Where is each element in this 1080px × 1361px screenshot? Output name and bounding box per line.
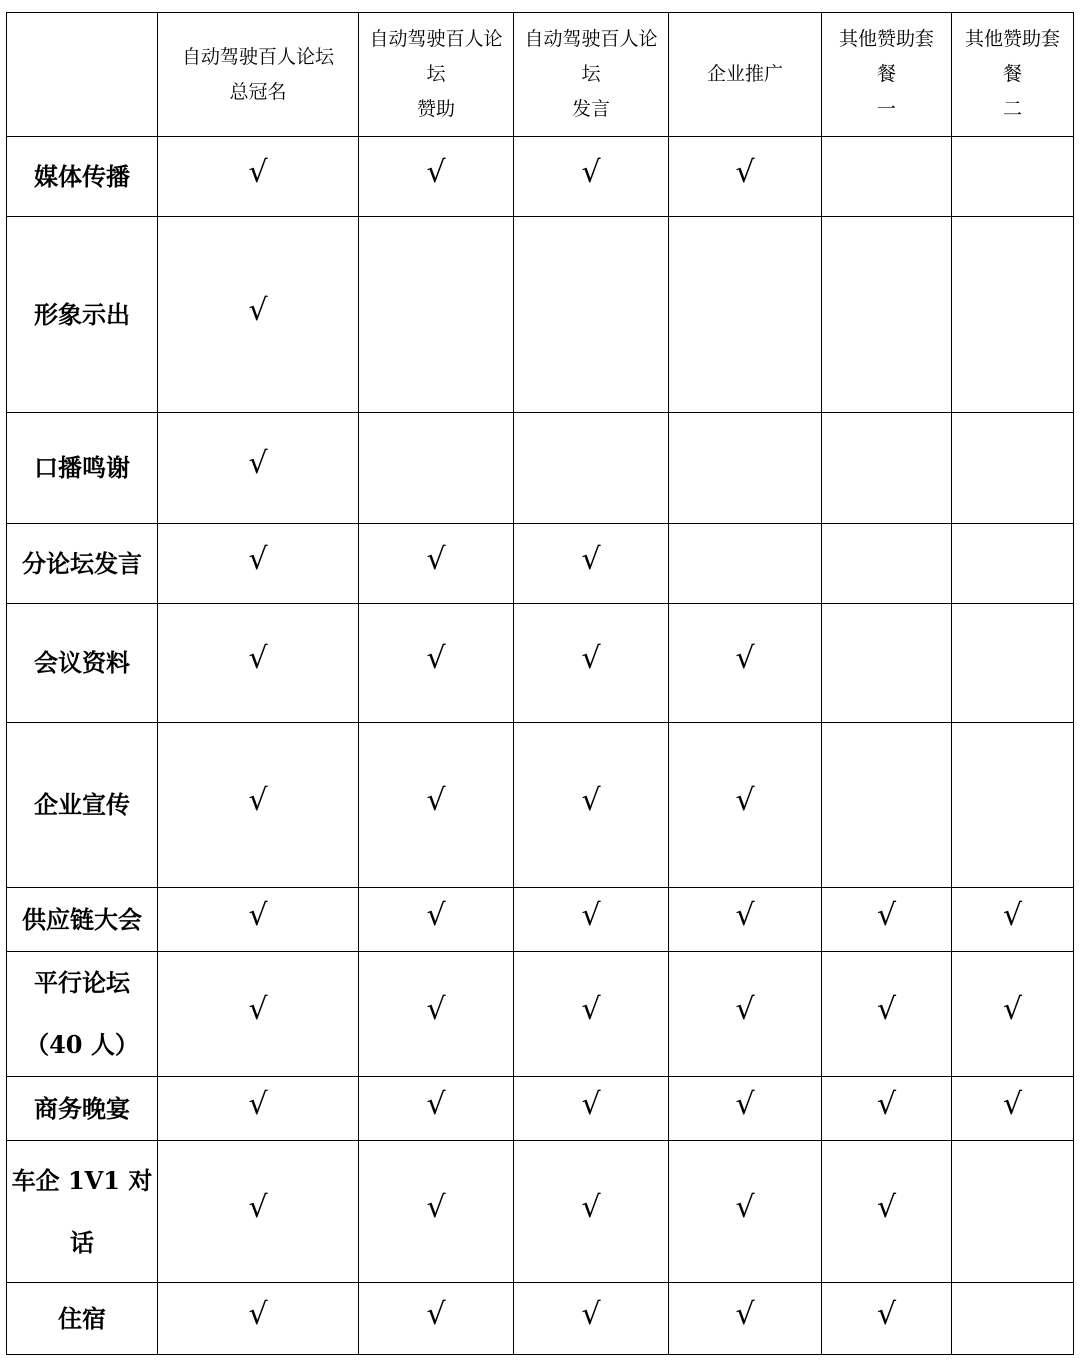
check-mark-icon: √ bbox=[735, 154, 755, 190]
column-header-forum-sponsor bbox=[359, 13, 514, 137]
row-label-line: 企业宣传 bbox=[34, 790, 130, 819]
check-mark-icon: √ bbox=[581, 992, 601, 1027]
check-mark-icon: √ bbox=[426, 541, 446, 577]
check-mark-icon: √ bbox=[248, 292, 268, 328]
table-cell bbox=[359, 1141, 514, 1283]
check-mark-icon: √ bbox=[1002, 992, 1023, 1027]
check-mark-icon: √ bbox=[735, 897, 755, 933]
table-cell bbox=[514, 888, 669, 952]
check-mark-icon: √ bbox=[248, 541, 268, 577]
table-cell bbox=[158, 1283, 359, 1355]
table-row bbox=[7, 524, 1074, 604]
table-row bbox=[7, 723, 1074, 888]
column-header-line: 企业推广 bbox=[706, 63, 783, 85]
check-mark-icon: √ bbox=[426, 897, 446, 933]
check-mark-icon: √ bbox=[248, 1296, 268, 1332]
check-mark-icon: √ bbox=[876, 992, 897, 1027]
table-cell bbox=[514, 604, 669, 723]
check-mark-icon: √ bbox=[735, 1086, 755, 1122]
check-mark-icon: √ bbox=[248, 446, 268, 481]
column-header-title-sponsor bbox=[158, 13, 359, 137]
table-cell bbox=[669, 1077, 822, 1141]
check-mark-icon: √ bbox=[735, 1189, 755, 1225]
check-mark-icon: √ bbox=[248, 1189, 268, 1225]
check-mark-icon: √ bbox=[581, 897, 601, 933]
table-cell bbox=[669, 413, 822, 524]
row-label bbox=[7, 217, 158, 413]
column-header-line: 自动驾驶百人论坛 bbox=[181, 45, 334, 68]
column-header-other-package-2 bbox=[952, 13, 1074, 137]
check-mark-icon: √ bbox=[876, 1296, 897, 1332]
table-cell bbox=[822, 604, 952, 723]
document-page bbox=[6, 12, 1074, 1355]
check-mark-icon: √ bbox=[426, 1296, 446, 1332]
table-row bbox=[7, 217, 1074, 413]
row-label-line: （40 人） bbox=[25, 1030, 139, 1059]
column-header-line: 赞助 bbox=[416, 98, 455, 120]
check-mark-icon: √ bbox=[248, 897, 268, 933]
column-header-line: 坛 bbox=[581, 63, 601, 85]
row-label-line: 供应链大会 bbox=[22, 904, 142, 934]
check-mark-icon: √ bbox=[1002, 1086, 1023, 1122]
table-cell bbox=[514, 1077, 669, 1141]
row-label-line: 口播鸣谢 bbox=[34, 453, 130, 482]
table-cell bbox=[514, 413, 669, 524]
table-cell bbox=[952, 217, 1074, 413]
check-mark-icon: √ bbox=[426, 641, 446, 676]
column-header-forum-speech bbox=[514, 13, 669, 137]
table-cell bbox=[359, 137, 514, 217]
column-header-line: 其他赞助套 bbox=[964, 28, 1060, 50]
table-cell bbox=[359, 723, 514, 888]
table-cell bbox=[359, 524, 514, 604]
column-header-other-package-1 bbox=[822, 13, 952, 137]
table-cell bbox=[514, 217, 669, 413]
row-label bbox=[7, 604, 158, 723]
row-label bbox=[7, 1077, 158, 1141]
row-label-line: 车企 1V1 对 bbox=[11, 1165, 153, 1195]
row-label-line: 分论坛发言 bbox=[22, 548, 142, 578]
table-cell bbox=[822, 952, 952, 1077]
column-header-line: 发言 bbox=[571, 98, 610, 120]
check-mark-icon: √ bbox=[248, 1086, 268, 1122]
table-cell bbox=[669, 524, 822, 604]
check-mark-icon: √ bbox=[876, 1086, 897, 1122]
check-mark-icon: √ bbox=[248, 992, 268, 1027]
table-cell bbox=[158, 1077, 359, 1141]
check-mark-icon: √ bbox=[581, 541, 601, 577]
row-label bbox=[7, 723, 158, 888]
table-cell bbox=[669, 888, 822, 952]
table-cell bbox=[359, 952, 514, 1077]
table-cell bbox=[669, 723, 822, 888]
table-cell bbox=[359, 217, 514, 413]
table-cell bbox=[359, 604, 514, 723]
column-header-line: 其他赞助套 bbox=[838, 28, 934, 50]
check-mark-icon: √ bbox=[248, 154, 268, 190]
table-cell bbox=[514, 1141, 669, 1283]
table-cell bbox=[669, 1283, 822, 1355]
table-cell bbox=[952, 524, 1074, 604]
table-cell bbox=[669, 604, 822, 723]
check-mark-icon: √ bbox=[248, 783, 268, 818]
table-cell bbox=[514, 1283, 669, 1355]
check-mark-icon: √ bbox=[735, 1296, 755, 1332]
table-cell bbox=[669, 137, 822, 217]
row-label-line: 平行论坛 bbox=[34, 968, 130, 997]
table-cell bbox=[359, 1077, 514, 1141]
table-cell bbox=[822, 217, 952, 413]
table-cell bbox=[952, 888, 1074, 952]
table-cell bbox=[158, 413, 359, 524]
table-row bbox=[7, 888, 1074, 952]
table-cell bbox=[952, 1141, 1074, 1283]
table-cell bbox=[822, 1141, 952, 1283]
table-cell bbox=[359, 1283, 514, 1355]
row-label bbox=[7, 888, 158, 952]
table-cell bbox=[952, 723, 1074, 888]
table-cell bbox=[514, 952, 669, 1077]
check-mark-icon: √ bbox=[735, 641, 755, 676]
table-cell bbox=[359, 413, 514, 524]
check-mark-icon: √ bbox=[876, 897, 897, 933]
row-label bbox=[7, 137, 158, 217]
check-mark-icon: √ bbox=[581, 1086, 601, 1122]
column-header-enterprise-promo bbox=[669, 13, 822, 137]
check-mark-icon: √ bbox=[735, 992, 755, 1027]
row-label bbox=[7, 1283, 158, 1355]
row-label-line: 话 bbox=[70, 1227, 94, 1257]
table-cell bbox=[158, 217, 359, 413]
table-cell bbox=[822, 888, 952, 952]
table-cell bbox=[669, 217, 822, 413]
table-cell bbox=[514, 524, 669, 604]
table-row bbox=[7, 1283, 1074, 1355]
column-header-line: 自动驾驶百人论 bbox=[369, 28, 503, 50]
table-cell bbox=[158, 137, 359, 217]
table-row bbox=[7, 604, 1074, 723]
row-label bbox=[7, 1141, 158, 1283]
check-mark-icon: √ bbox=[426, 1189, 446, 1225]
column-header-line: 坛 bbox=[426, 63, 446, 85]
check-mark-icon: √ bbox=[581, 641, 601, 676]
check-mark-icon: √ bbox=[426, 154, 446, 190]
table-cell bbox=[952, 1283, 1074, 1355]
table-header-row bbox=[7, 13, 1074, 137]
table-cell bbox=[822, 1077, 952, 1141]
table-cell bbox=[822, 413, 952, 524]
table-cell bbox=[514, 137, 669, 217]
check-mark-icon: √ bbox=[581, 783, 601, 818]
check-mark-icon: √ bbox=[1002, 897, 1023, 933]
column-header-line: 餐 bbox=[876, 63, 896, 85]
table-cell bbox=[158, 604, 359, 723]
column-header-line: 自动驾驶百人论 bbox=[524, 28, 658, 50]
check-mark-icon: √ bbox=[581, 1296, 601, 1332]
check-mark-icon: √ bbox=[735, 783, 755, 818]
check-mark-icon: √ bbox=[581, 154, 601, 190]
table-cell bbox=[158, 1141, 359, 1283]
column-header-line: 二 bbox=[1002, 98, 1022, 120]
table-cell bbox=[669, 952, 822, 1077]
table-body bbox=[7, 137, 1074, 1355]
table-cell bbox=[952, 413, 1074, 524]
check-mark-icon: √ bbox=[876, 1189, 897, 1225]
row-label-line: 形象示出 bbox=[34, 299, 130, 329]
table-cell bbox=[514, 723, 669, 888]
table-row bbox=[7, 1141, 1074, 1283]
table-cell bbox=[822, 1283, 952, 1355]
table-cell bbox=[158, 723, 359, 888]
check-mark-icon: √ bbox=[248, 641, 268, 676]
column-header-line: 餐 bbox=[1002, 63, 1022, 85]
table-cell bbox=[822, 137, 952, 217]
table-cell bbox=[952, 952, 1074, 1077]
row-label-line: 媒体传播 bbox=[34, 161, 130, 191]
check-mark-icon: √ bbox=[581, 1189, 601, 1225]
table-cell bbox=[359, 888, 514, 952]
row-label bbox=[7, 524, 158, 604]
table-cell bbox=[822, 524, 952, 604]
column-header-line: 总冠名 bbox=[229, 80, 287, 103]
table-row bbox=[7, 413, 1074, 524]
table-cell bbox=[952, 1077, 1074, 1141]
row-label-line: 会议资料 bbox=[34, 648, 130, 677]
table-cell bbox=[952, 137, 1074, 217]
row-label bbox=[7, 952, 158, 1077]
row-label bbox=[7, 413, 158, 524]
check-mark-icon: √ bbox=[426, 992, 446, 1027]
column-header-line: 一 bbox=[876, 98, 896, 120]
row-label-line: 住宿 bbox=[58, 1303, 106, 1333]
check-mark-icon: √ bbox=[426, 1086, 446, 1122]
table-cell bbox=[669, 1141, 822, 1283]
check-mark-icon: √ bbox=[426, 783, 446, 818]
table-cell bbox=[158, 524, 359, 604]
sponsorship-table bbox=[6, 12, 1074, 1355]
table-cell bbox=[822, 723, 952, 888]
row-label-line: 商务晚宴 bbox=[34, 1093, 130, 1123]
column-header-corner bbox=[7, 13, 158, 137]
table-cell bbox=[158, 888, 359, 952]
table-row bbox=[7, 952, 1074, 1077]
table-cell bbox=[158, 952, 359, 1077]
table-row bbox=[7, 137, 1074, 217]
table-cell bbox=[952, 604, 1074, 723]
table-row bbox=[7, 1077, 1074, 1141]
